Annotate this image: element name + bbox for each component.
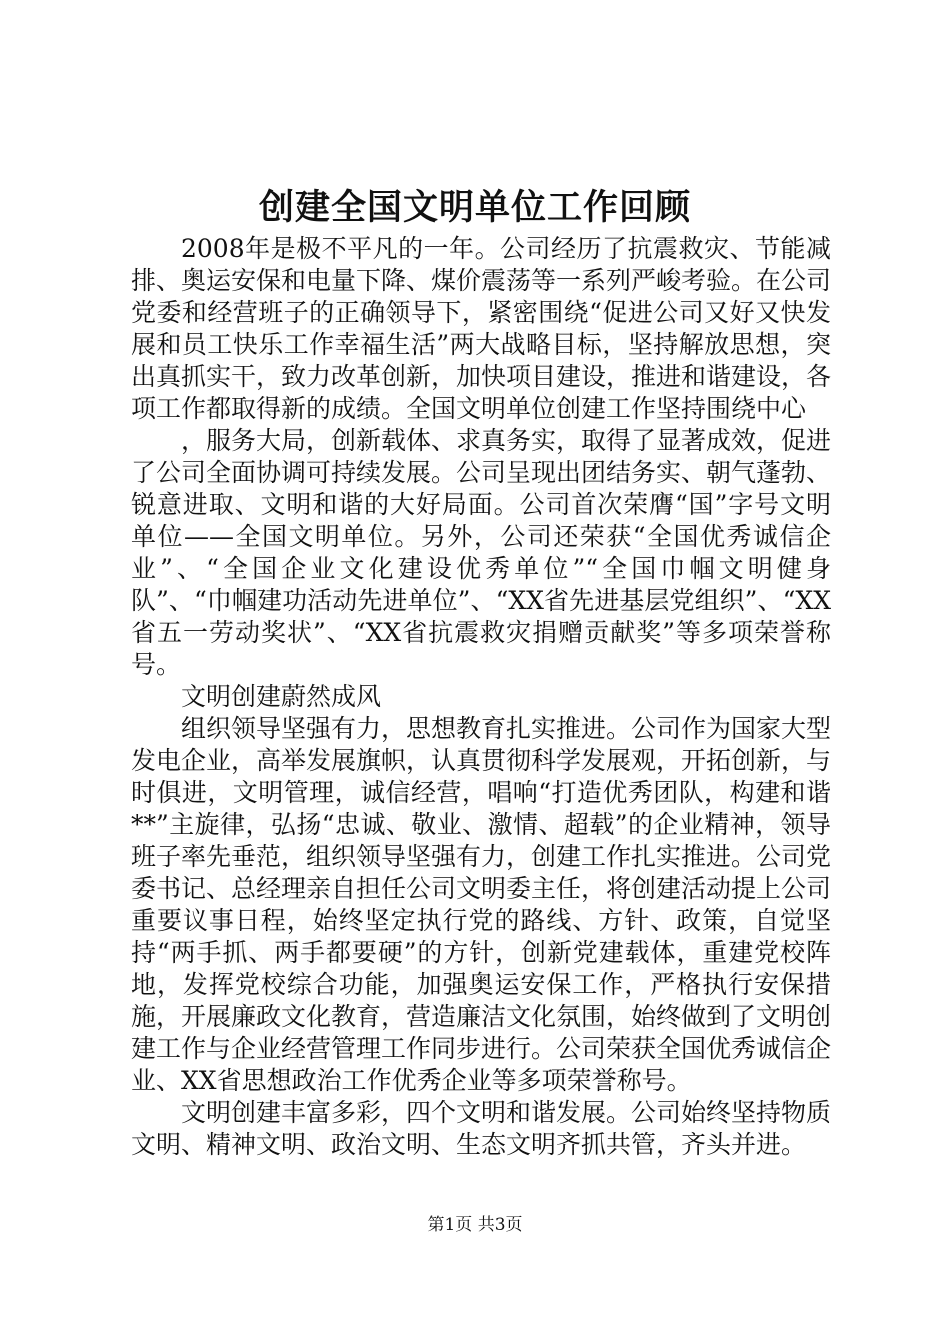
paragraph-achievements: ，服务大局，创新载体、求真务实，取得了显著成效，促进了公司全面协调可持续发展。公司呈现出团结务实、朝气蓬勃、锐意进取、文明和谐的大好局面。公司首次荣膺“国”字号文明单位——全国文明单位。另外，公司还荣获“全国优秀诚信企业”、“全国企业文化建设优秀单位”“全国巾帼文明健身队”、“巾帼建功活动先进单位”、“XX省先进基层党组织”、“XX省五一劳动奖状”、“XX省抗震救灾捐赠贡献奖”等多项荣誉称号。 <box>131 426 832 679</box>
document-body <box>131 233 831 1161</box>
paragraph-intro: 2008年是极不平凡的一年。公司经历了抗震救灾、节能减排、奥运安保和电量下降、煤价震荡等一系列严峻考验。在公司党委和经营班子的正确领导下，紧密围绕“促进公司又好又快发展和员工快乐工作幸福生活”两大战略目标，坚持解放思想，突出真抓实干，致力改革创新，加快项目建设，推进和谐建设，各项工作都取得新的成绩。全国文明单位创建工作坚持围绕中心 <box>131 234 832 423</box>
paragraph-leadership: 组织领导坚强有力，思想教育扎实推进。公司作为国家大型发电企业，高举发展旗帜，认真贯彻科学发展观，开拓创新，与时俱进，文明管理，诚信经营，唱响“打造优秀团队，构建和谐**”主旋律，弘扬“忠诚、敬业、激情、超载”的企业精神，领导班子率先垂范，组织领导坚强有力，创建工作扎实推进。公司党委书记、总经理亲自担任公司文明委主任，将创建活动提上公司重要议事日程，始终坚定执行党的路线、方针、政策，自觉坚持“两手抓、两手都要硬”的方针，创新党建载体，重建党校阵地，发挥党校综合功能，加强奥运安保工作，严格执行安保措施，开展廉政文化教育，营造廉洁文化氛围，始终做到了文明创建工作与企业经营管理工作同步进行。公司荣获全国优秀诚信企业、XX省思想政治工作优秀企业等多项荣誉称号。 <box>131 714 832 1095</box>
section-heading: 文明创建蔚然成风 <box>181 682 382 711</box>
paragraph-four-civilizations: 文明创建丰富多彩，四个文明和谐发展。公司始终坚持物质文明、精神文明、政治文明、生态文明齐抓共管，齐头并进。 <box>131 1098 832 1159</box>
document-title: 创建全国文明单位工作回顾 <box>258 187 691 228</box>
page-number-footer: 第1页 共3页 <box>427 1215 523 1235</box>
